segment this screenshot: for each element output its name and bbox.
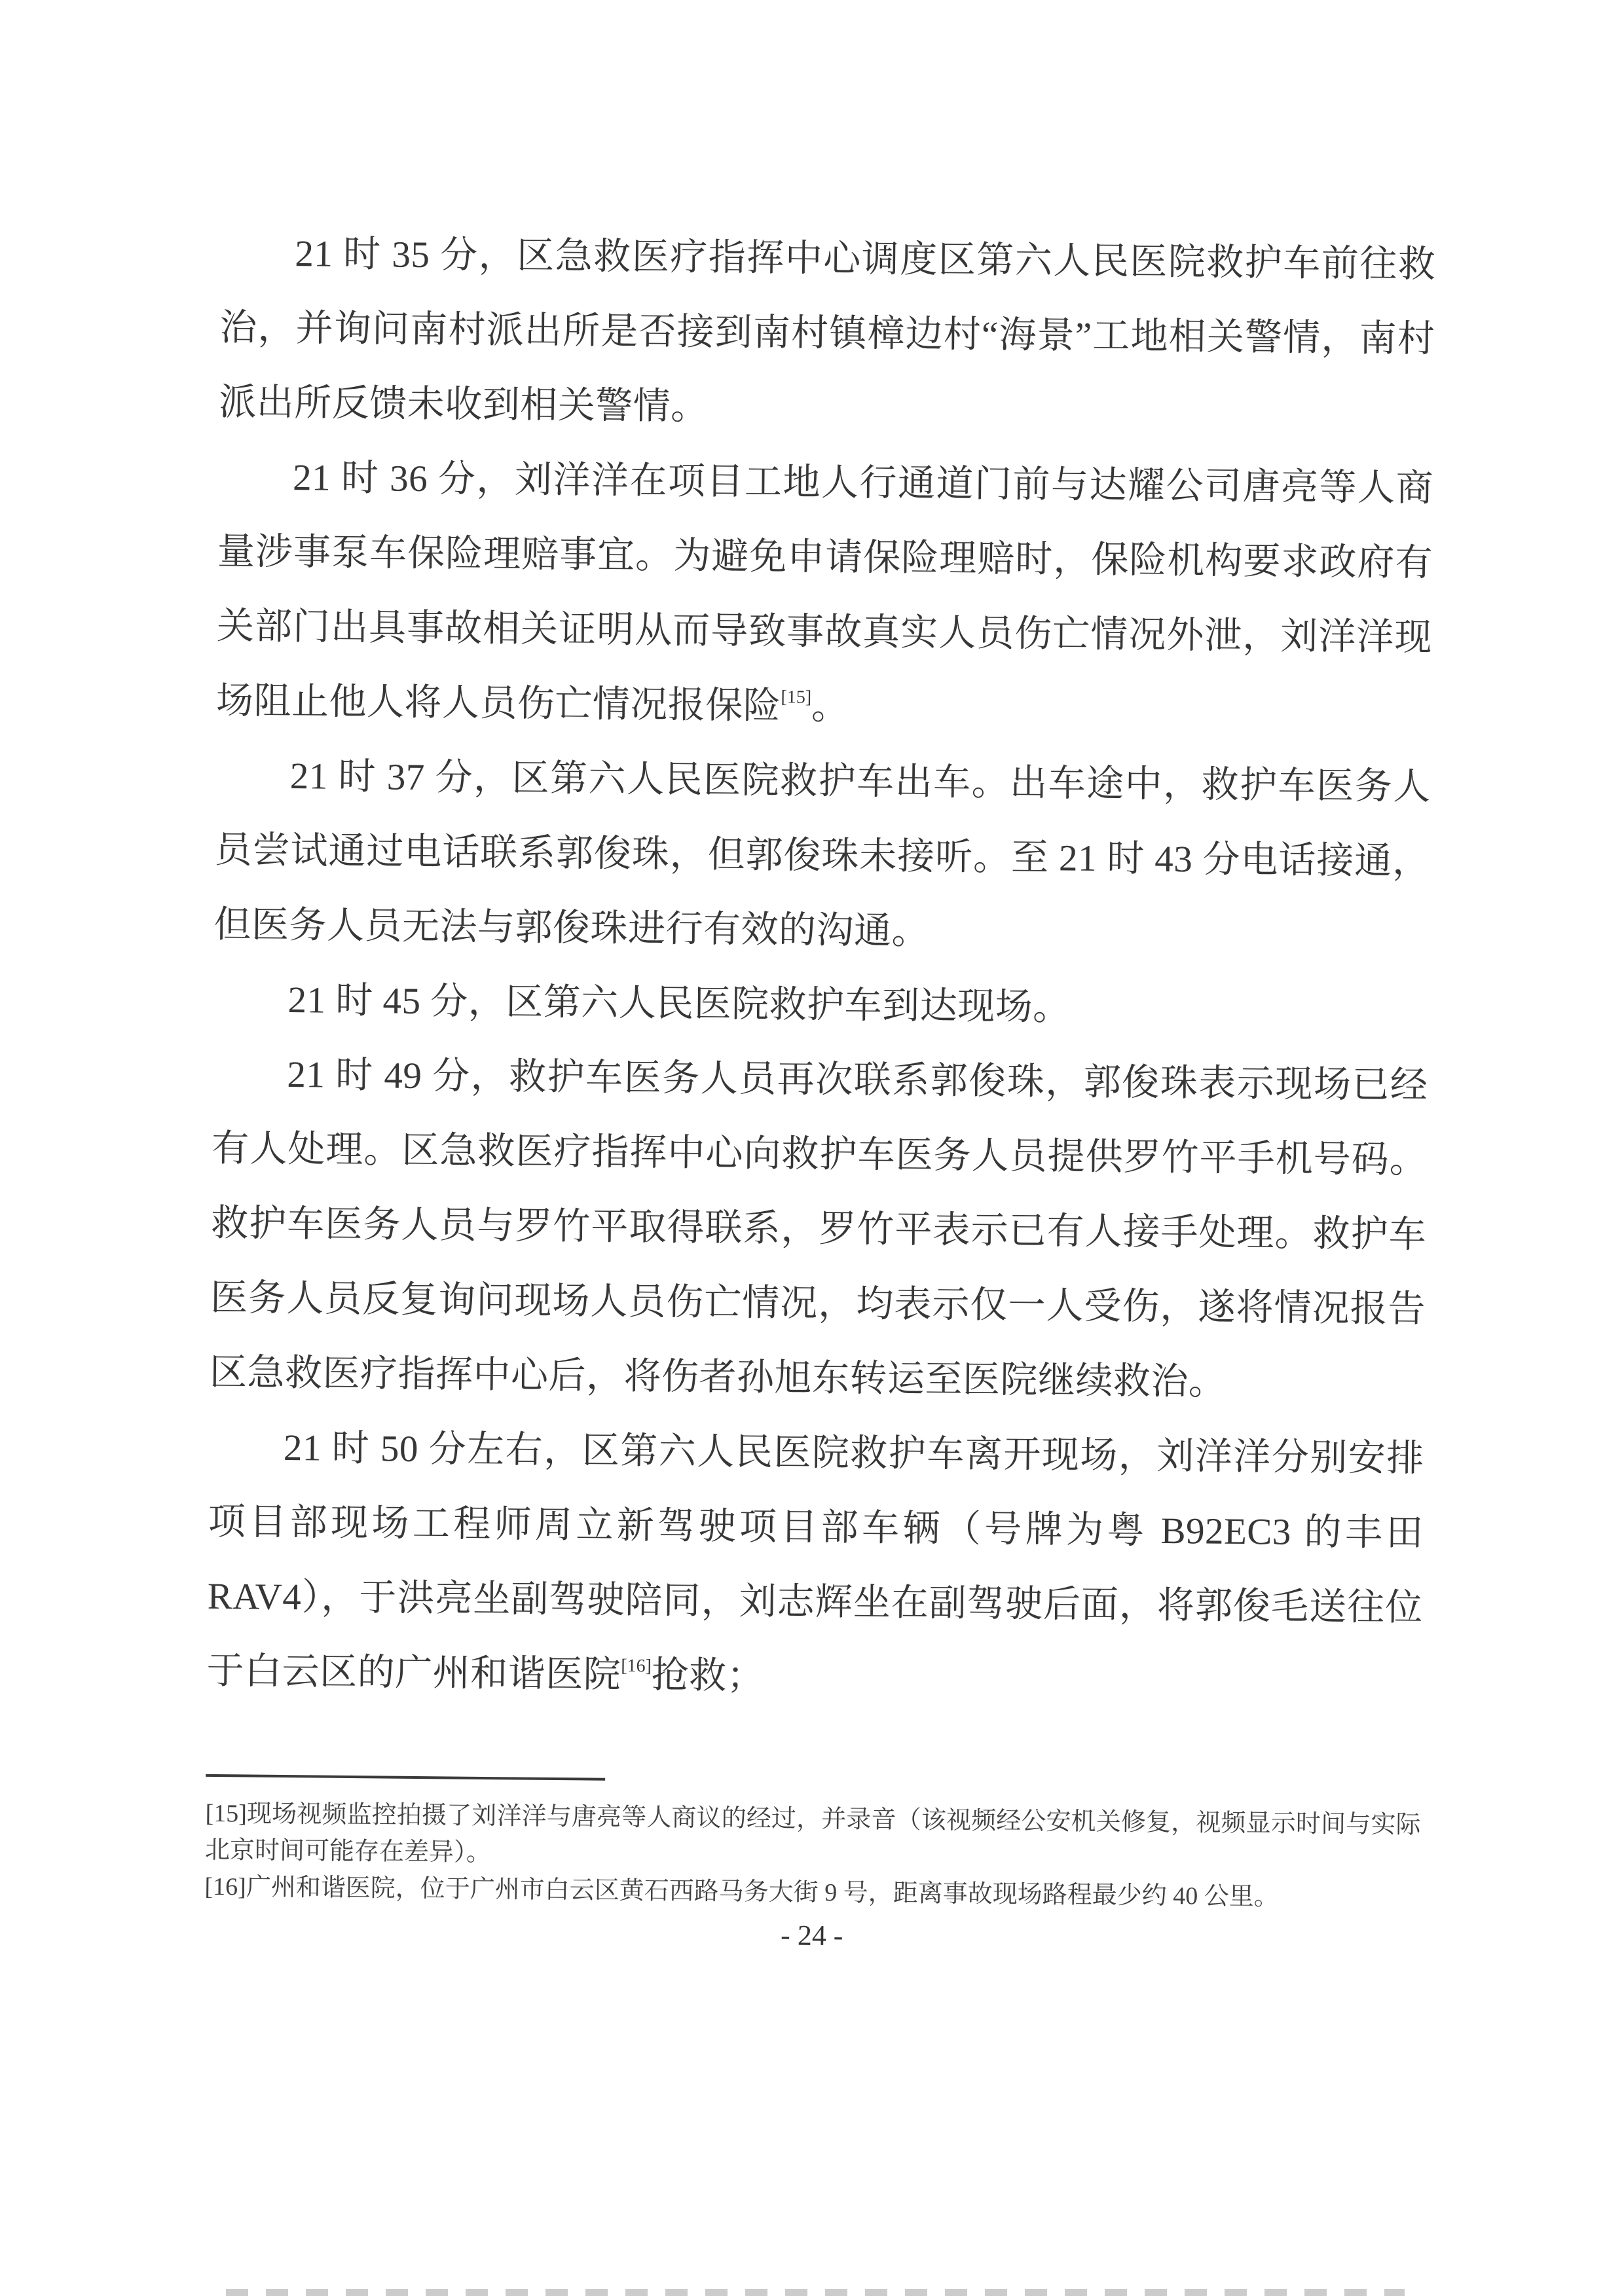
paragraph: 21 时 49 分，救护车医务人员再次联系郭俊珠，郭俊珠表示现场已经有人处理。区急救医疗指挥中心向救护车医务人员提供罗竹平手机号码。救护车医务人员与罗竹平取得联系，罗竹平表示已有人接手处理。救护车医务人员反复询问现场人员伤亡情况，均表示仅一人受伤，遂将情况报告区急救医疗指挥中心后，将伤者孙旭东转运至医院继续救治。 — [209, 1054, 1428, 1403]
paragraph: 21 时 35 分，区急救医疗指挥中心调度区第六人民医院救护车前往救治，并询问南村派出所是否接到南村镇樟边村“海景”工地相关警情，南村派出所反馈未收到相关警情。 — [218, 233, 1436, 428]
footnote-list — [204, 1795, 1421, 1917]
paragraph: 21 时 50 分左右，区第六人民医院救护车离开现场，刘洋洋分别安排项目部现场工程师周立新驾驶项目部车辆（号牌为粤 B92EC3 的丰田 RAV4），于洪亮坐副驾驶陪同，刘志辉坐在副驾驶后面，将郭俊毛送往位于白云区的广州和谐医院[16]抢救； — [206, 1427, 1425, 1698]
scan-artifact-bottom — [226, 2289, 1405, 2296]
paragraph: 21 时 37 分，区第六人民医院救护车出车。出车途中，救护车医务人员尝试通过电话联系郭俊珠，但郭俊珠未接听。至 21 时 43 分电话接通，但医务人员无法与郭俊珠进行有效的沟通。 — [213, 756, 1431, 953]
footnote: [16]广州和谐医院，位于广州市白云区黄石西路马务大街 9 号，距离事故现场路程最少约 40 公里。 — [204, 1872, 1279, 1911]
paragraph: 21 时 36 分，刘洋洋在项目工地人行通道门前与达耀公司唐亮等人商量涉事泵车保险理赔事宜。为避免申请保险理赔时，保险机构要求政府有关部门出具事故相关证明从而导致事故真实人员伤亡情况外泄，刘洋洋现场阻止他人将人员伤亡情况报保险[15]。 — [215, 457, 1434, 728]
paragraph: 21 时 45 分，区第六人民医院救护车到达现场。 — [287, 979, 1071, 1029]
footnote-area — [204, 1774, 1421, 1917]
body-paragraphs — [206, 216, 1436, 1721]
footnote-divider — [206, 1774, 605, 1781]
footnote: [15]现场视频监控拍摄了刘洋洋与唐亮等人商议的经过，并录音（该视频经公安机关修复，视频显示时间与实际北京时间可能存在差异）。 — [204, 1799, 1421, 1867]
footnote-ref: [16] — [621, 1655, 652, 1677]
footnote-ref: [15] — [781, 687, 812, 708]
page-number: - 24 - — [780, 1919, 843, 1952]
page-content — [204, 216, 1436, 1959]
